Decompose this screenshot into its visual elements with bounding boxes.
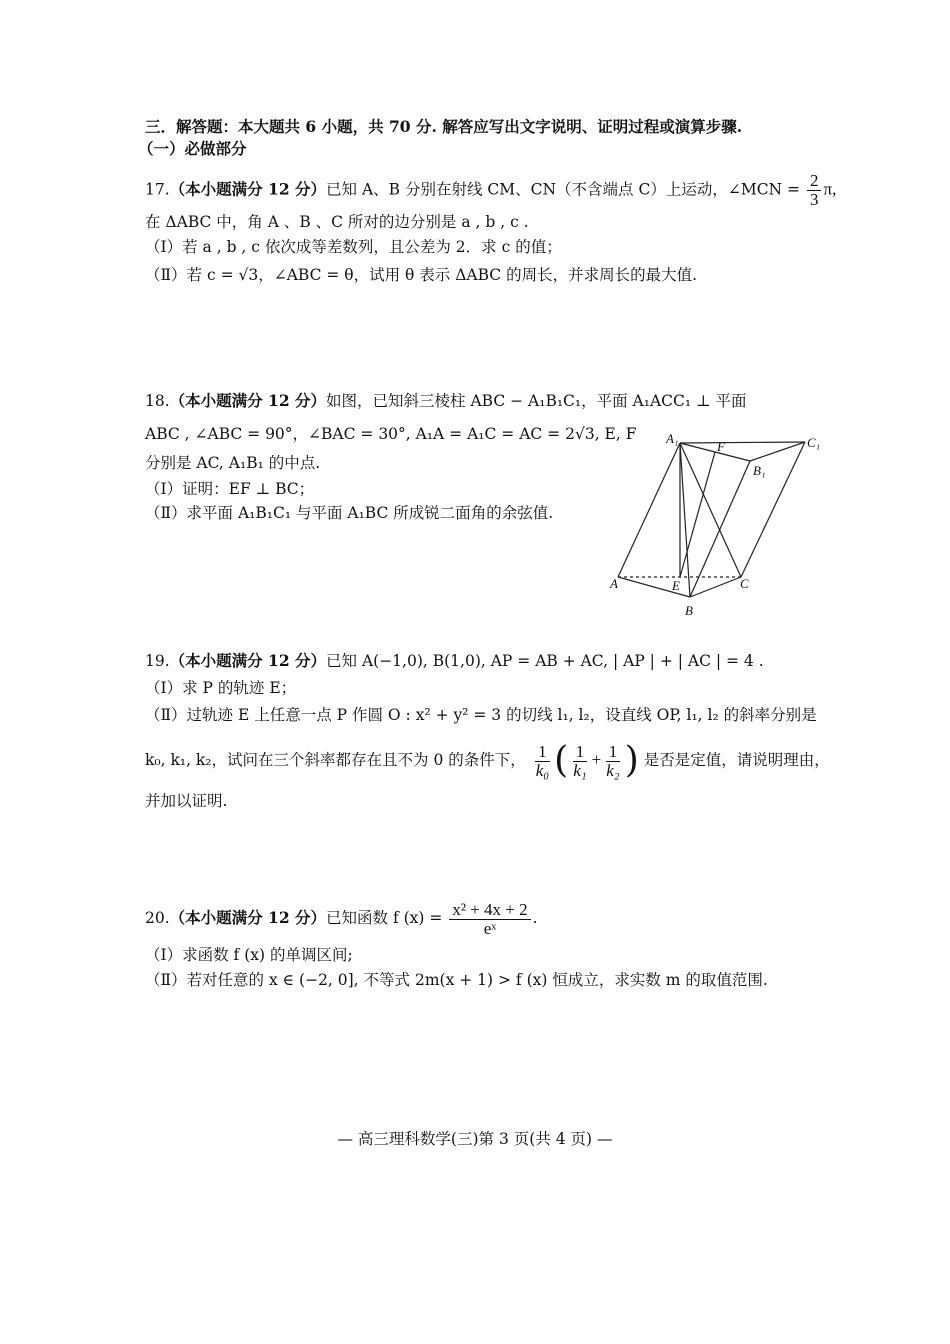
label-E: E	[672, 578, 680, 593]
q19-text: 已知 A(−1,0), B(1,0), AP = AB + AC, | AP | + | AC | = 4 .	[326, 652, 764, 670]
page-footer: — 高三理科数学(三)第 3 页(共 4 页) —	[337, 1130, 613, 1148]
q19-outer-fraction: $\frac{1}{\text{k₀}}$	[535, 741, 550, 780]
q18-line2: ABC , ∠ABC = 90°，∠BAC = 30°, A₁A = A₁C = AC = 2√3, E, F	[145, 425, 637, 443]
q19-line1	[145, 650, 764, 672]
label-C1: C₁	[807, 435, 821, 450]
q18-line3: 分别是 AC, A₁B₁ 的中点.	[145, 454, 321, 472]
q17-part2: （Ⅱ）若 c = √3，∠ABC = θ，试用 θ 表示 ΔABC 的周长，并求周长的最大值.	[145, 266, 698, 284]
q17-fraction: $\frac{2}{3}$	[807, 172, 822, 209]
line-A1C	[680, 443, 741, 577]
q18-number: 18.	[145, 392, 170, 410]
q18-credit: （本小题满分 12 分）	[169, 391, 327, 410]
section-subheading: （一）必做部分	[138, 139, 247, 158]
q19-part2: （Ⅱ）过轨迹 E 上任意一点 P 作圆 O : x² + y² = 3 的切线 l₁, l₂，设直线 OP, l₁, l₂ 的斜率分别是	[145, 706, 817, 724]
label-C: C	[740, 576, 749, 591]
prism-figure	[600, 425, 840, 625]
label-A1: A₁	[666, 431, 679, 446]
q19-fraction-k2: $\frac{1}{\text{k₂}}$	[606, 741, 620, 780]
line-FE	[680, 452, 715, 577]
label-B: B	[685, 603, 693, 618]
section-heading: 三．解答题：本大题共 6 小题，共 70 分. 解答应写出文字说明、证明过程或演算步骤.	[145, 117, 743, 136]
q18-line1	[145, 390, 747, 412]
q20-credit: （本小题满分 12 分）	[169, 908, 327, 927]
q19-line5: 并加以证明.	[145, 792, 228, 810]
edge-CC1	[741, 442, 805, 577]
q20-line1: 20.（本小题满分 12 分）已知函数 f (x) = $\frac{\text{x² + 4x + 2}}{\text{eˣ}}$ .	[145, 899, 538, 938]
q19-credit: （本小题满分 12 分）	[169, 651, 327, 670]
q20-fraction: $\frac{\text{x² + 4x + 2}}{\text{eˣ}}$	[449, 901, 530, 938]
edge-A1C1	[680, 442, 805, 443]
q17-line2: 在 ΔABC 中，角 A 、B 、C 所对的边分别是 a , b , c .	[145, 213, 529, 231]
q17-text: 已知 A、B 分别在射线 CM、CN（不含端点 C）上运动，∠MCN =	[326, 180, 801, 199]
edge-AA1	[618, 443, 680, 577]
q20-part2: （Ⅱ）若对任意的 x ∈ (−2, 0], 不等式 2m(x + 1) > f (x) 恒成立，求实数 m 的取值范围.	[145, 971, 768, 989]
q19-line4: k₀, k₁, k₂，试问在三个斜率都存在且不为 0 的条件下， $\frac{1}{\text{k₀}}$ ( $\frac{1}{\text{k₁}}$ + $\frac{1}{\text{k₂}}$ ) 是否是定值，请说明理由，	[145, 740, 830, 781]
q17-credit: （本小题满分 12 分）	[169, 179, 327, 199]
label-F: F	[717, 439, 725, 454]
label-B1: B₁	[753, 463, 766, 478]
q17-part1: （Ⅰ）若 a , b , c 依次成等差数列，且公差为 2．求 c 的值；	[145, 238, 562, 256]
q19-number: 19.	[145, 652, 170, 670]
label-A: A	[610, 576, 618, 591]
q20-text: 已知函数 f (x) =	[326, 909, 443, 927]
q17-line1: 17.（本小题满分 12 分）已知 A、B 分别在射线 CM、CN（不含端点 C）上运动，∠MCN = $\frac{2}{3}$ π,	[145, 171, 837, 209]
q17-number: 17.	[145, 180, 170, 199]
q20-number: 20.	[145, 909, 170, 927]
q19-part1: （Ⅰ）求 P 的轨迹 E；	[145, 679, 297, 697]
q20-part1: （Ⅰ）求函数 f (x) 的单调区间;	[145, 946, 353, 964]
q18-part2: （Ⅱ）求平面 A₁B₁C₁ 与平面 A₁BC 所成锐二面角的余弦值.	[145, 504, 554, 522]
q18-text: 如图，已知斜三棱柱 ABC − A₁B₁C₁，平面 A₁ACC₁ ⊥ 平面	[326, 392, 747, 410]
q19-fraction-k1: $\frac{1}{\text{k₁}}$	[573, 741, 587, 780]
q18-part1: （Ⅰ）证明：EF ⊥ BC；	[145, 480, 315, 498]
line-A1B	[680, 443, 690, 597]
